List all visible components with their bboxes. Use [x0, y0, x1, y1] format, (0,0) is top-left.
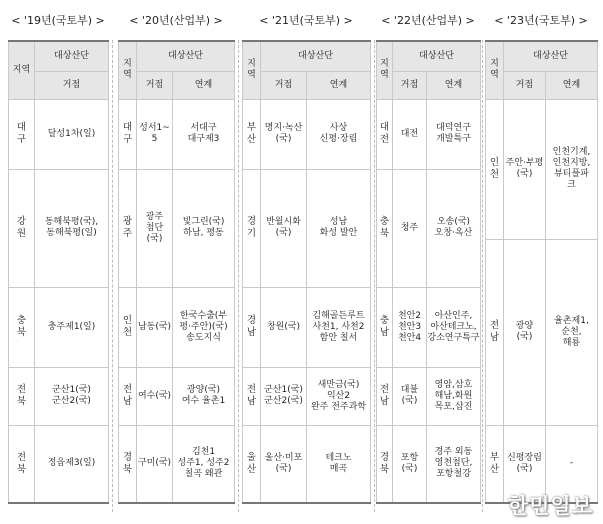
table-row — [119, 287, 235, 367]
header-region: 지역 — [377, 41, 393, 99]
region-cell: 충 남 — [377, 287, 393, 367]
region-cell: 대 구 — [119, 99, 137, 169]
separator — [238, 40, 240, 512]
link-cell: 영암,삼호 해남,화원 목포,삽진 — [427, 367, 481, 425]
region-cell: 부 산 — [243, 99, 261, 169]
header-base: 거점 — [35, 71, 109, 99]
base-cell: 정읍제3(일) — [35, 425, 109, 503]
region-cell: 전 남 — [119, 367, 137, 425]
link-cell: 경주 외동 영천첨단, 포항철강 — [427, 425, 481, 503]
header-link: 연계 — [546, 71, 598, 99]
region-cell: 전 남 — [486, 239, 504, 425]
industrial-complex-table-2020 — [118, 40, 235, 504]
industrial-complex-table-2021 — [242, 40, 371, 504]
region-cell: 강 원 — [9, 169, 35, 287]
table-block-2023 — [485, 12, 597, 504]
table-row — [377, 425, 481, 503]
block-title: < '20년(산업부) > — [129, 14, 223, 27]
table-row — [243, 425, 371, 503]
link-cell: 율촌제1, 순천, 해룡 — [546, 239, 598, 425]
region-cell: 대 전 — [377, 99, 393, 169]
header-region: 지역 — [486, 41, 504, 99]
table-row — [9, 425, 109, 503]
header-main: 대상산단 — [35, 41, 109, 71]
table-row — [9, 169, 109, 287]
link-cell: 테크노 매곡 — [307, 425, 371, 503]
base-cell: 군산1(국) 군산2(국) — [261, 367, 307, 425]
region-cell: 경 남 — [243, 287, 261, 367]
region-cell: 전 북 — [9, 367, 35, 425]
table-row — [9, 367, 109, 425]
base-cell: 달성1차(일) — [35, 99, 109, 169]
region-cell: 경 기 — [243, 169, 261, 287]
region-cell: 부 산 — [486, 425, 504, 503]
table-block-2019 — [8, 12, 108, 504]
region-cell: 울 산 — [243, 425, 261, 503]
base-cell: 천안2 천안3 천안4 — [393, 287, 427, 367]
header-main: 대상산단 — [504, 41, 598, 71]
header-base: 거점 — [261, 71, 307, 99]
table-row — [119, 367, 235, 425]
block-title: < '22년(산업부) > — [381, 14, 475, 27]
base-cell: 대전 — [393, 99, 427, 169]
table-row — [119, 99, 235, 169]
table-block-2020 — [118, 12, 234, 504]
table-block-2022 — [376, 12, 480, 504]
header-base: 거점 — [137, 71, 173, 99]
region-cell: 인 천 — [119, 287, 137, 367]
region-cell: 경 북 — [119, 425, 137, 503]
link-cell: 서대구 대구제3 — [173, 99, 235, 169]
table-row — [9, 287, 109, 367]
block-title: < '19년(국토부) > — [11, 14, 105, 27]
table-row — [119, 425, 235, 503]
link-cell: 인천기계, 인천지방, 뷰티플파 크 — [546, 99, 598, 239]
header-main: 대상산단 — [137, 41, 235, 71]
table-block-2021 — [242, 12, 370, 504]
base-cell: 포항(국) — [393, 425, 427, 503]
base-cell: 군산1(국) 군산2(국) — [35, 367, 109, 425]
region-cell: 경 북 — [377, 425, 393, 503]
table-row — [486, 99, 598, 239]
base-cell: 창원(국) — [261, 287, 307, 367]
block-title: < '23년(국토부) > — [494, 14, 588, 27]
link-cell: 새만금(국) 익산2 완주 전주과학 — [307, 367, 371, 425]
header-base: 거점 — [504, 71, 546, 99]
link-cell: 사상 신평·장림 — [307, 99, 371, 169]
region-cell: 전 남 — [377, 367, 393, 425]
base-cell: 구미(국) — [137, 425, 173, 503]
region-cell: 전 남 — [243, 367, 261, 425]
industrial-complex-table-2022 — [376, 40, 481, 504]
header-link: 연계 — [307, 71, 371, 99]
link-cell: 김해골든루트 사천1, 사천2 함안 칠서 — [307, 287, 371, 367]
table-row — [243, 287, 371, 367]
table-row — [243, 367, 371, 425]
link-cell: 광양(국) 여수 율촌1 — [173, 367, 235, 425]
base-cell: 청주 — [393, 169, 427, 287]
link-cell: 오송(국) 오창·옥산 — [427, 169, 481, 287]
base-cell: 울산·미포 (국) — [261, 425, 307, 503]
base-cell: 광양 (국) — [504, 239, 546, 425]
base-cell: 명지·녹산 (국) — [261, 99, 307, 169]
table-row — [9, 99, 109, 169]
link-cell: 한국수출(부 평·주안)(국) 송도지식 — [173, 287, 235, 367]
link-cell: - — [546, 425, 598, 503]
industrial-complex-table-2023 — [485, 40, 598, 504]
base-cell: 성서1~5 — [137, 99, 173, 169]
header-link: 연계 — [173, 71, 235, 99]
table-row — [377, 99, 481, 169]
link-cell: 김천1 성주1, 성주2 칠곡 왜관 — [173, 425, 235, 503]
link-cell: 대덕연구 개발특구 — [427, 99, 481, 169]
base-cell: 동해북평(국), 동해북평(일) — [35, 169, 109, 287]
base-cell: 남동(국) — [137, 287, 173, 367]
region-cell: 대 구 — [9, 99, 35, 169]
header-base: 거점 — [393, 71, 427, 99]
link-cell: 아산인주, 아산테크노, 강소연구특구 — [427, 287, 481, 367]
table-row — [377, 287, 481, 367]
table-row — [486, 239, 598, 425]
table-row — [119, 169, 235, 287]
region-cell: 광 주 — [119, 169, 137, 287]
industrial-complex-table-2019 — [8, 40, 109, 504]
header-main: 대상산단 — [261, 41, 371, 71]
separator — [482, 40, 484, 512]
table-row — [243, 169, 371, 287]
separator — [112, 40, 114, 512]
link-cell: 빛그린(국) 하남, 평동 — [173, 169, 235, 287]
base-cell: 주안·부평 (국) — [504, 99, 546, 239]
region-cell: 인 천 — [486, 99, 504, 239]
region-cell: 충 북 — [377, 169, 393, 287]
base-cell: 대불(국) — [393, 367, 427, 425]
base-cell: 신평장림 (국) — [504, 425, 546, 503]
header-link: 연계 — [427, 71, 481, 99]
header-region: 지역 — [243, 41, 261, 99]
header-region: 지역 — [119, 41, 137, 99]
region-cell: 전 북 — [9, 425, 35, 503]
header-main: 대상산단 — [393, 41, 481, 71]
table-row — [377, 169, 481, 287]
link-cell: 성남 화성 발안 — [307, 169, 371, 287]
region-cell: 충 북 — [9, 287, 35, 367]
table-row — [377, 367, 481, 425]
watermark-logo: 한민일보 — [507, 494, 593, 518]
table-row — [243, 99, 371, 169]
base-cell: 반월시화 (국) — [261, 169, 307, 287]
block-title: < '21년(국토부) > — [259, 14, 353, 27]
base-cell: 광주 첨단 (국) — [137, 169, 173, 287]
base-cell: 충주제1(일) — [35, 287, 109, 367]
header-region: 지역 — [9, 41, 35, 99]
base-cell: 여수(국) — [137, 367, 173, 425]
